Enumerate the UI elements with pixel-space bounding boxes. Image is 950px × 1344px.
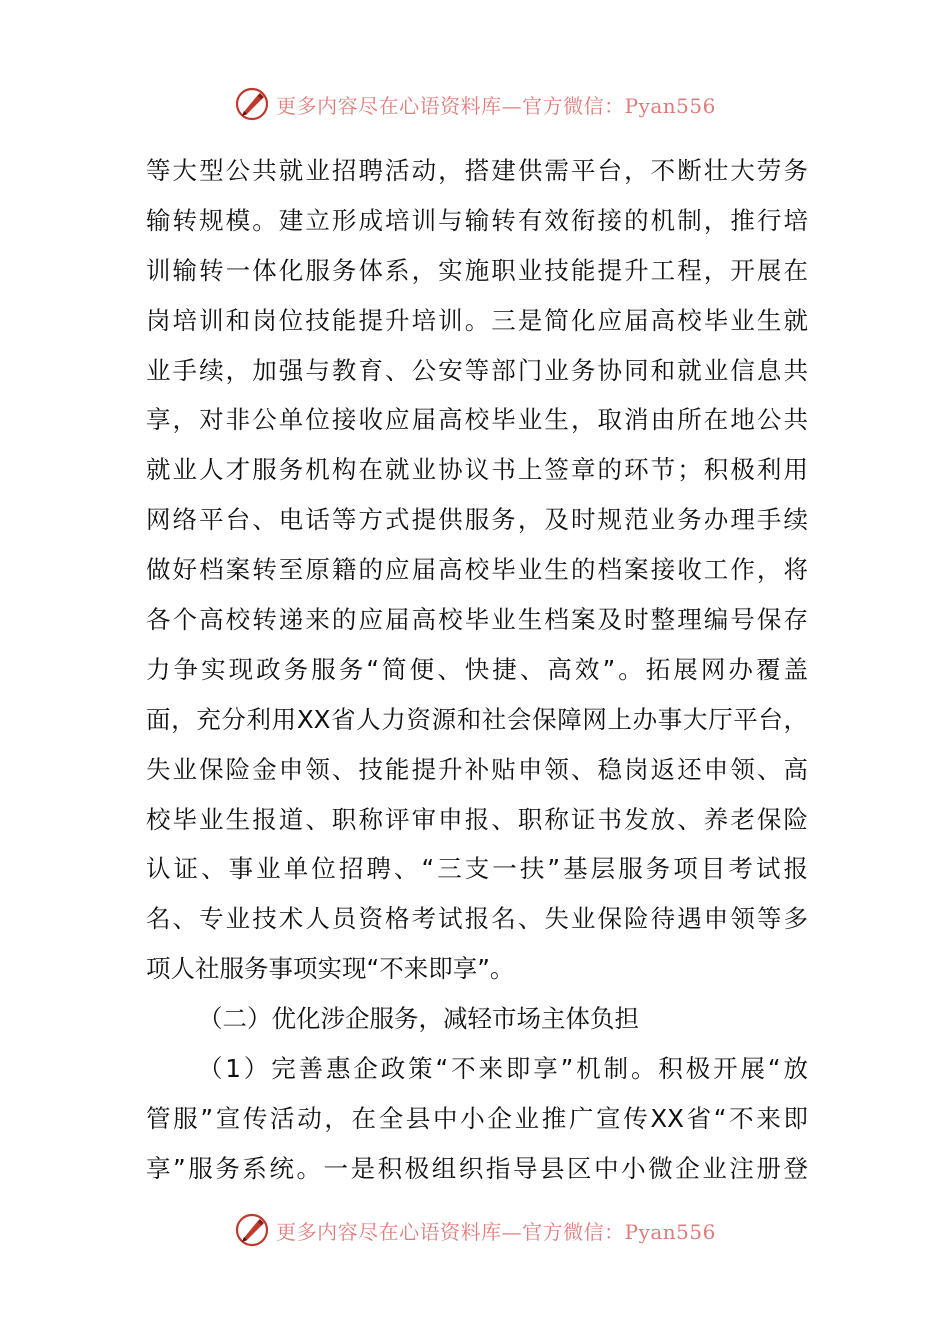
text-line: 享”服务系统。一是积极组织指导县区中小微企业注册登 [146,1153,808,1183]
text-line: 力争实现政务服务“简便、快捷、高效”。拓展网办覆盖 [146,654,808,684]
footer-watermark [0,1210,950,1250]
header-watermark [0,84,950,124]
text-line: 岗培训和岗位技能提升培训。三是简化应届高校毕业生就 [146,305,808,335]
body-text [146,146,808,1194]
text-line: 项人社服务事项实现“不来即享”。 [146,954,515,984]
text-line: 网络平台、电话等方式提供服务，及时规范业务办理手续 [146,505,808,535]
watermark-text: 更多内容尽在心语资料库—官方微信：Pyan556 [276,1219,716,1244]
text-line: 做好档案转至原籍的应届高校毕业生的档案接收工作，将 [146,555,808,585]
watermark-text: 更多内容尽在心语资料库—官方微信：Pyan556 [276,93,716,118]
text-line: 训输转一体化服务体系，实施职业技能提升工程，开展在 [146,255,808,285]
text-line: 等大型公共就业招聘活动，搭建供需平台，不断壮大劳务 [146,156,808,185]
pen-logo-icon [234,86,270,122]
section-heading: （二）优化涉企服务，减轻市场主体负担 [198,1004,639,1034]
text-line: 失业保险金申领、技能提升补贴申领、稳岗返还申领、高 [146,754,808,784]
text-line: （1）完善惠企政策“不来即享”机制。积极开展“放 [198,1054,808,1084]
text-line: 业手续，加强与教育、公安等部门业务协同和就业信息共 [146,355,808,385]
pen-logo-icon [234,1212,270,1248]
text-line: 名、专业技术人员资格考试报名、失业保险待遇申领等多 [146,904,808,934]
text-line: 认证、事业单位招聘、“三支一扶”基层服务项目考试报 [146,854,808,884]
text-line: 享，对非公单位接收应届高校毕业生，取消由所在地公共 [146,405,808,435]
text-line: 就业人才服务机构在就业协议书上签章的环节；积极利用 [146,455,808,485]
text-line: 各个高校转递来的应届高校毕业生档案及时整理编号保存 [146,605,808,635]
text-line: 输转规模。建立形成培训与输转有效衔接的机制，推行培 [146,205,808,235]
text-line: 校毕业生报道、职称评审申报、职称证书发放、养老保险 [146,804,808,834]
text-line: 管服”宣传活动，在全县中小企业推广宣传XX省“不来即 [146,1103,808,1133]
text-line: 面，充分利用XX省人力资源和社会保障网上办事大厅平台， [146,704,808,734]
